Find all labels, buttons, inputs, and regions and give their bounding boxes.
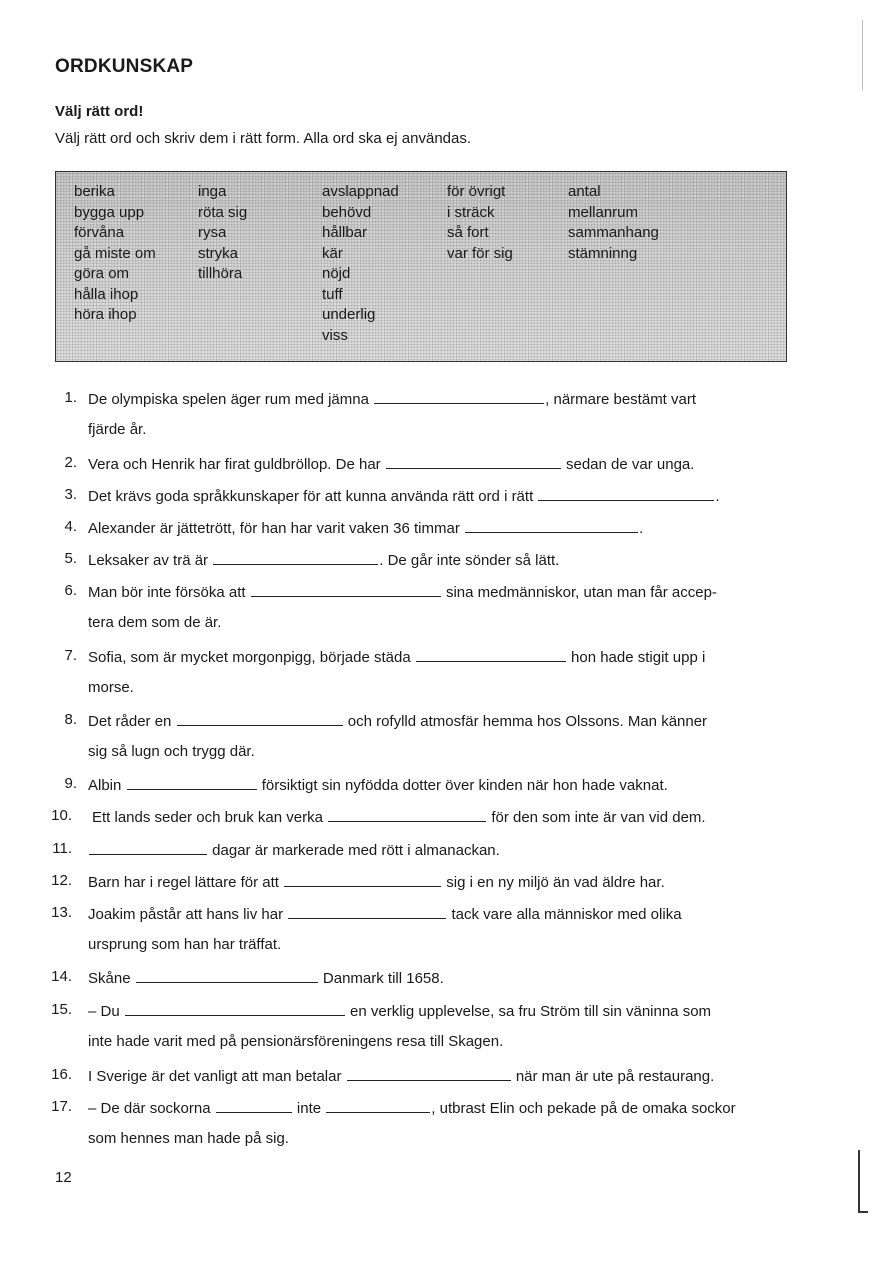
answer-blank[interactable] [125, 1000, 345, 1016]
answer-blank[interactable] [288, 903, 446, 919]
question-text: De olympiska spelen äger rum med jämna , närmare bestämt vart [88, 388, 696, 410]
word-bank-column-1 [74, 182, 156, 326]
scan-edge-mark [862, 20, 863, 90]
exercise-instruction: Välj rätt ord och skriv dem i rätt form. Alla ord ska ej användas. [55, 130, 472, 147]
word-bank-word: tuff [322, 285, 343, 303]
word-bank-box [55, 171, 787, 362]
question-text: som hennes man hade på sig. [88, 1130, 289, 1147]
question-text: Det krävs goda språkkunskaper för att kunna använda rätt ord i rätt . [88, 485, 720, 507]
word-bank-word: mellanrum [568, 203, 639, 221]
word-bank-word: hålla ihop [74, 285, 139, 303]
question-number: 14. [51, 968, 72, 985]
word-bank-word: avslappnad [322, 183, 399, 200]
question-text: sig så lugn och trygg där. [88, 743, 255, 760]
question-number: 9. [64, 775, 77, 792]
page-number: 12 [55, 1169, 72, 1186]
answer-blank[interactable] [386, 453, 561, 469]
word-bank-word: höra ihop [74, 306, 137, 323]
answer-blank[interactable] [538, 485, 714, 501]
scan-edge-mark [858, 1211, 868, 1213]
word-bank-column-3 [322, 182, 399, 346]
word-bank-word: hållbar [322, 224, 368, 241]
question-number: 13. [51, 904, 72, 921]
question-text: Man bör inte försöka att sina medmänniskor, utan man får accep- [88, 581, 717, 603]
answer-blank[interactable] [177, 710, 343, 726]
word-bank-word: stämninng [568, 244, 638, 262]
word-bank-word: sammanhang [568, 224, 659, 241]
question-number: 16. [51, 1066, 72, 1083]
question-text: I Sverige är det vanligt att man betalar när man är ute på restaurang. [88, 1065, 714, 1087]
question-number: 5. [64, 550, 77, 567]
word-bank-word: var för sig [447, 244, 513, 262]
word-bank-word: behövd [322, 203, 372, 221]
exercise-subtitle: Välj rätt ord! [55, 103, 144, 120]
answer-blank[interactable] [127, 774, 257, 790]
question-number: 15. [51, 1001, 72, 1018]
word-bank-column-4 [447, 182, 513, 264]
question-text: ursprung som han har träffat. [88, 936, 282, 953]
question-text: Leksaker av trä är . De går inte sönder så lätt. [88, 549, 559, 571]
question-text: fjärde år. [88, 421, 147, 438]
word-bank-word: så fort [447, 224, 489, 241]
word-bank-word: viss [322, 326, 348, 344]
word-bank-word: berika [74, 183, 115, 200]
word-bank-word: gå miste om [74, 244, 156, 262]
question-number: 3. [64, 486, 77, 503]
answer-blank[interactable] [216, 1097, 292, 1113]
question-text: – Du en verklig upplevelse, sa fru Ström till sin väninna som [88, 1000, 711, 1022]
answer-blank[interactable] [136, 967, 318, 983]
question-number: 6. [64, 582, 77, 599]
question-number: 12. [51, 872, 72, 889]
word-bank-word: göra om [74, 265, 130, 282]
answer-blank[interactable] [284, 871, 441, 887]
question-number: 1. [64, 389, 77, 406]
question-number: 17. [51, 1098, 72, 1115]
word-bank-word: bygga upp [74, 203, 145, 221]
word-bank-word: underlig [322, 306, 376, 323]
question-number: 10. [51, 807, 72, 824]
word-bank-word: för övrigt [447, 183, 506, 200]
word-bank-word: i sträck [447, 203, 495, 221]
word-bank-word: nöjd [322, 265, 351, 282]
word-bank-word: antal [568, 183, 601, 200]
answer-blank[interactable] [213, 549, 378, 565]
answer-blank[interactable] [465, 517, 638, 533]
word-bank-column-2 [198, 182, 247, 285]
question-text: inte hade varit med på pensionärsföreningens resa till Skagen. [88, 1033, 504, 1050]
word-bank-word: inga [198, 183, 227, 200]
question-number: 4. [64, 518, 77, 535]
question-text: Albin försiktigt sin nyfödda dotter över kinden när hon hade vaknat. [88, 774, 668, 796]
answer-blank[interactable] [328, 806, 486, 822]
scan-edge-mark [858, 1150, 860, 1212]
page-title: ORDKUNSKAP [55, 56, 194, 77]
question-number: 7. [64, 647, 77, 664]
question-text: Barn har i regel lättare för att sig i en ny miljö än vad äldre har. [88, 871, 665, 893]
answer-blank[interactable] [326, 1097, 430, 1113]
question-text: Joakim påstår att hans liv har tack vare alla människor med olika [88, 903, 682, 925]
word-bank-word: förvåna [74, 224, 125, 241]
question-text: Ett lands seder och bruk kan verka för den som inte är van vid dem. [92, 806, 706, 828]
question-text: Vera och Henrik har firat guldbröllop. De har sedan de var unga. [88, 453, 694, 475]
answer-blank[interactable] [251, 581, 441, 597]
word-bank-column-5 [568, 182, 659, 264]
answer-blank[interactable] [374, 388, 544, 404]
question-number: 2. [64, 454, 77, 471]
question-text: Skåne Danmark till 1658. [88, 967, 444, 989]
word-bank-word: tillhöra [198, 265, 243, 282]
question-text: morse. [88, 679, 134, 696]
question-text: Sofia, som är mycket morgonpigg, började städa hon hade stigit upp i [88, 646, 705, 668]
question-text: – De där sockorna inte , utbrast Elin och pekade på de omaka sockor [88, 1097, 736, 1119]
question-text: Det råder en och rofylld atmosfär hemma hos Olssons. Man känner [88, 710, 707, 732]
word-bank-word: röta sig [198, 203, 248, 221]
answer-blank[interactable] [416, 646, 566, 662]
word-bank-word: kär [322, 244, 343, 262]
question-number: 8. [64, 711, 77, 728]
question-text: tera dem som de är. [88, 614, 222, 631]
word-bank-word: stryka [198, 244, 239, 262]
word-bank-word: rysa [198, 224, 227, 241]
answer-blank[interactable] [347, 1065, 511, 1081]
answer-blank[interactable] [89, 839, 207, 855]
question-text: Alexander är jättetrött, för han har varit vaken 36 timmar . [88, 517, 643, 539]
question-text: dagar är markerade med rött i almanackan. [88, 839, 500, 861]
question-number: 11. [52, 840, 72, 857]
